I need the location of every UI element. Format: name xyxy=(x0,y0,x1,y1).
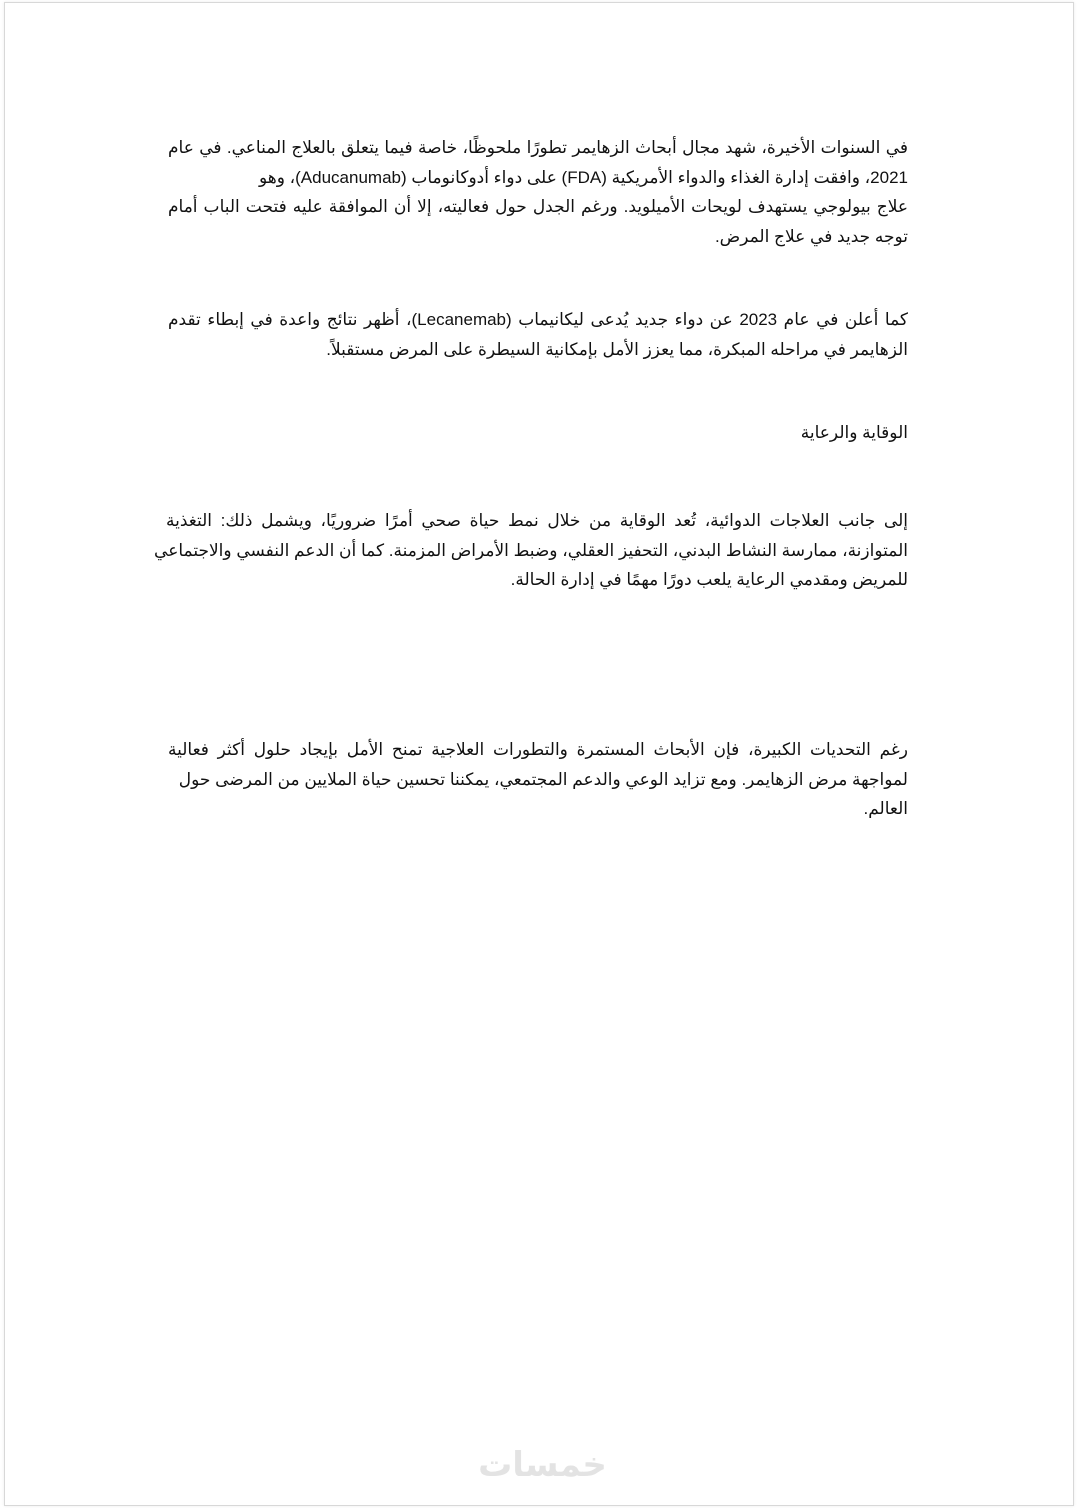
paragraph-prevention xyxy=(154,506,908,595)
text-line: 2021، وافقت إدارة الغذاء والدواء الأمريكية (FDA) على دواء أدوكانوماب (Aducanumab)، وهو xyxy=(258,167,908,187)
text-line: المتوازنة، ممارسة النشاط البدني، التحفيز العقلي، وضبط الأمراض المزمنة. كما أن الدعم النفسي والاجتماعي xyxy=(154,540,908,560)
text-line: رغم التحديات الكبيرة، فإن الأبحاث المستمرة والتطورات العلاجية تمنح الأمل بإيجاد حلول أكثر فعالية xyxy=(168,740,908,759)
paragraph-conclusion xyxy=(168,735,908,824)
watermark-logo: خمسات xyxy=(478,1446,607,1484)
text-line: لمواجهة مرض الزهايمر. ومع تزايد الوعي والدعم المجتمعي، يمكننا تحسين حياة الملايين من المرضى حول xyxy=(178,769,908,789)
paragraph-lecanemab xyxy=(168,305,908,364)
text-line: للمريض ومقدمي الرعاية يلعب دورًا مهمًا في إدارة الحالة. xyxy=(510,570,908,589)
text-line: في السنوات الأخيرة، شهد مجال أبحاث الزهايمر تطورًا ملحوظًا، خاصة فيما يتعلق بالعلاج المناعي. في عام xyxy=(168,138,908,157)
text-line: إلى جانب العلاجات الدوائية، تُعد الوقاية من خلال نمط حياة صحي أمرًا ضروريًا، ويشمل ذلك: التغذية xyxy=(166,511,908,530)
section-heading: الوقاية والرعاية xyxy=(800,423,908,442)
document-page xyxy=(4,2,1074,1506)
text-line: توجه جديد في علاج المرض. xyxy=(714,226,908,246)
text-line: العالم. xyxy=(863,799,908,818)
text-line: كما أعلن في عام 2023 عن دواء جديد يُدعى ليكانيماب (Lecanemab)، أظهر نتائج واعدة في إبطاء تقدم xyxy=(168,310,908,329)
text-line: علاج بيولوجي يستهدف لويحات الأميلويد. ورغم الجدل حول فعاليته، إلا أن الموافقة عليه فتحت الباب أمام xyxy=(168,197,908,216)
paragraph-immunotherapy xyxy=(168,133,908,251)
text-line: الزهايمر في مراحله المبكرة، مما يعزز الأمل بإمكانية السيطرة على المرض مستقبلاً. xyxy=(326,339,908,359)
